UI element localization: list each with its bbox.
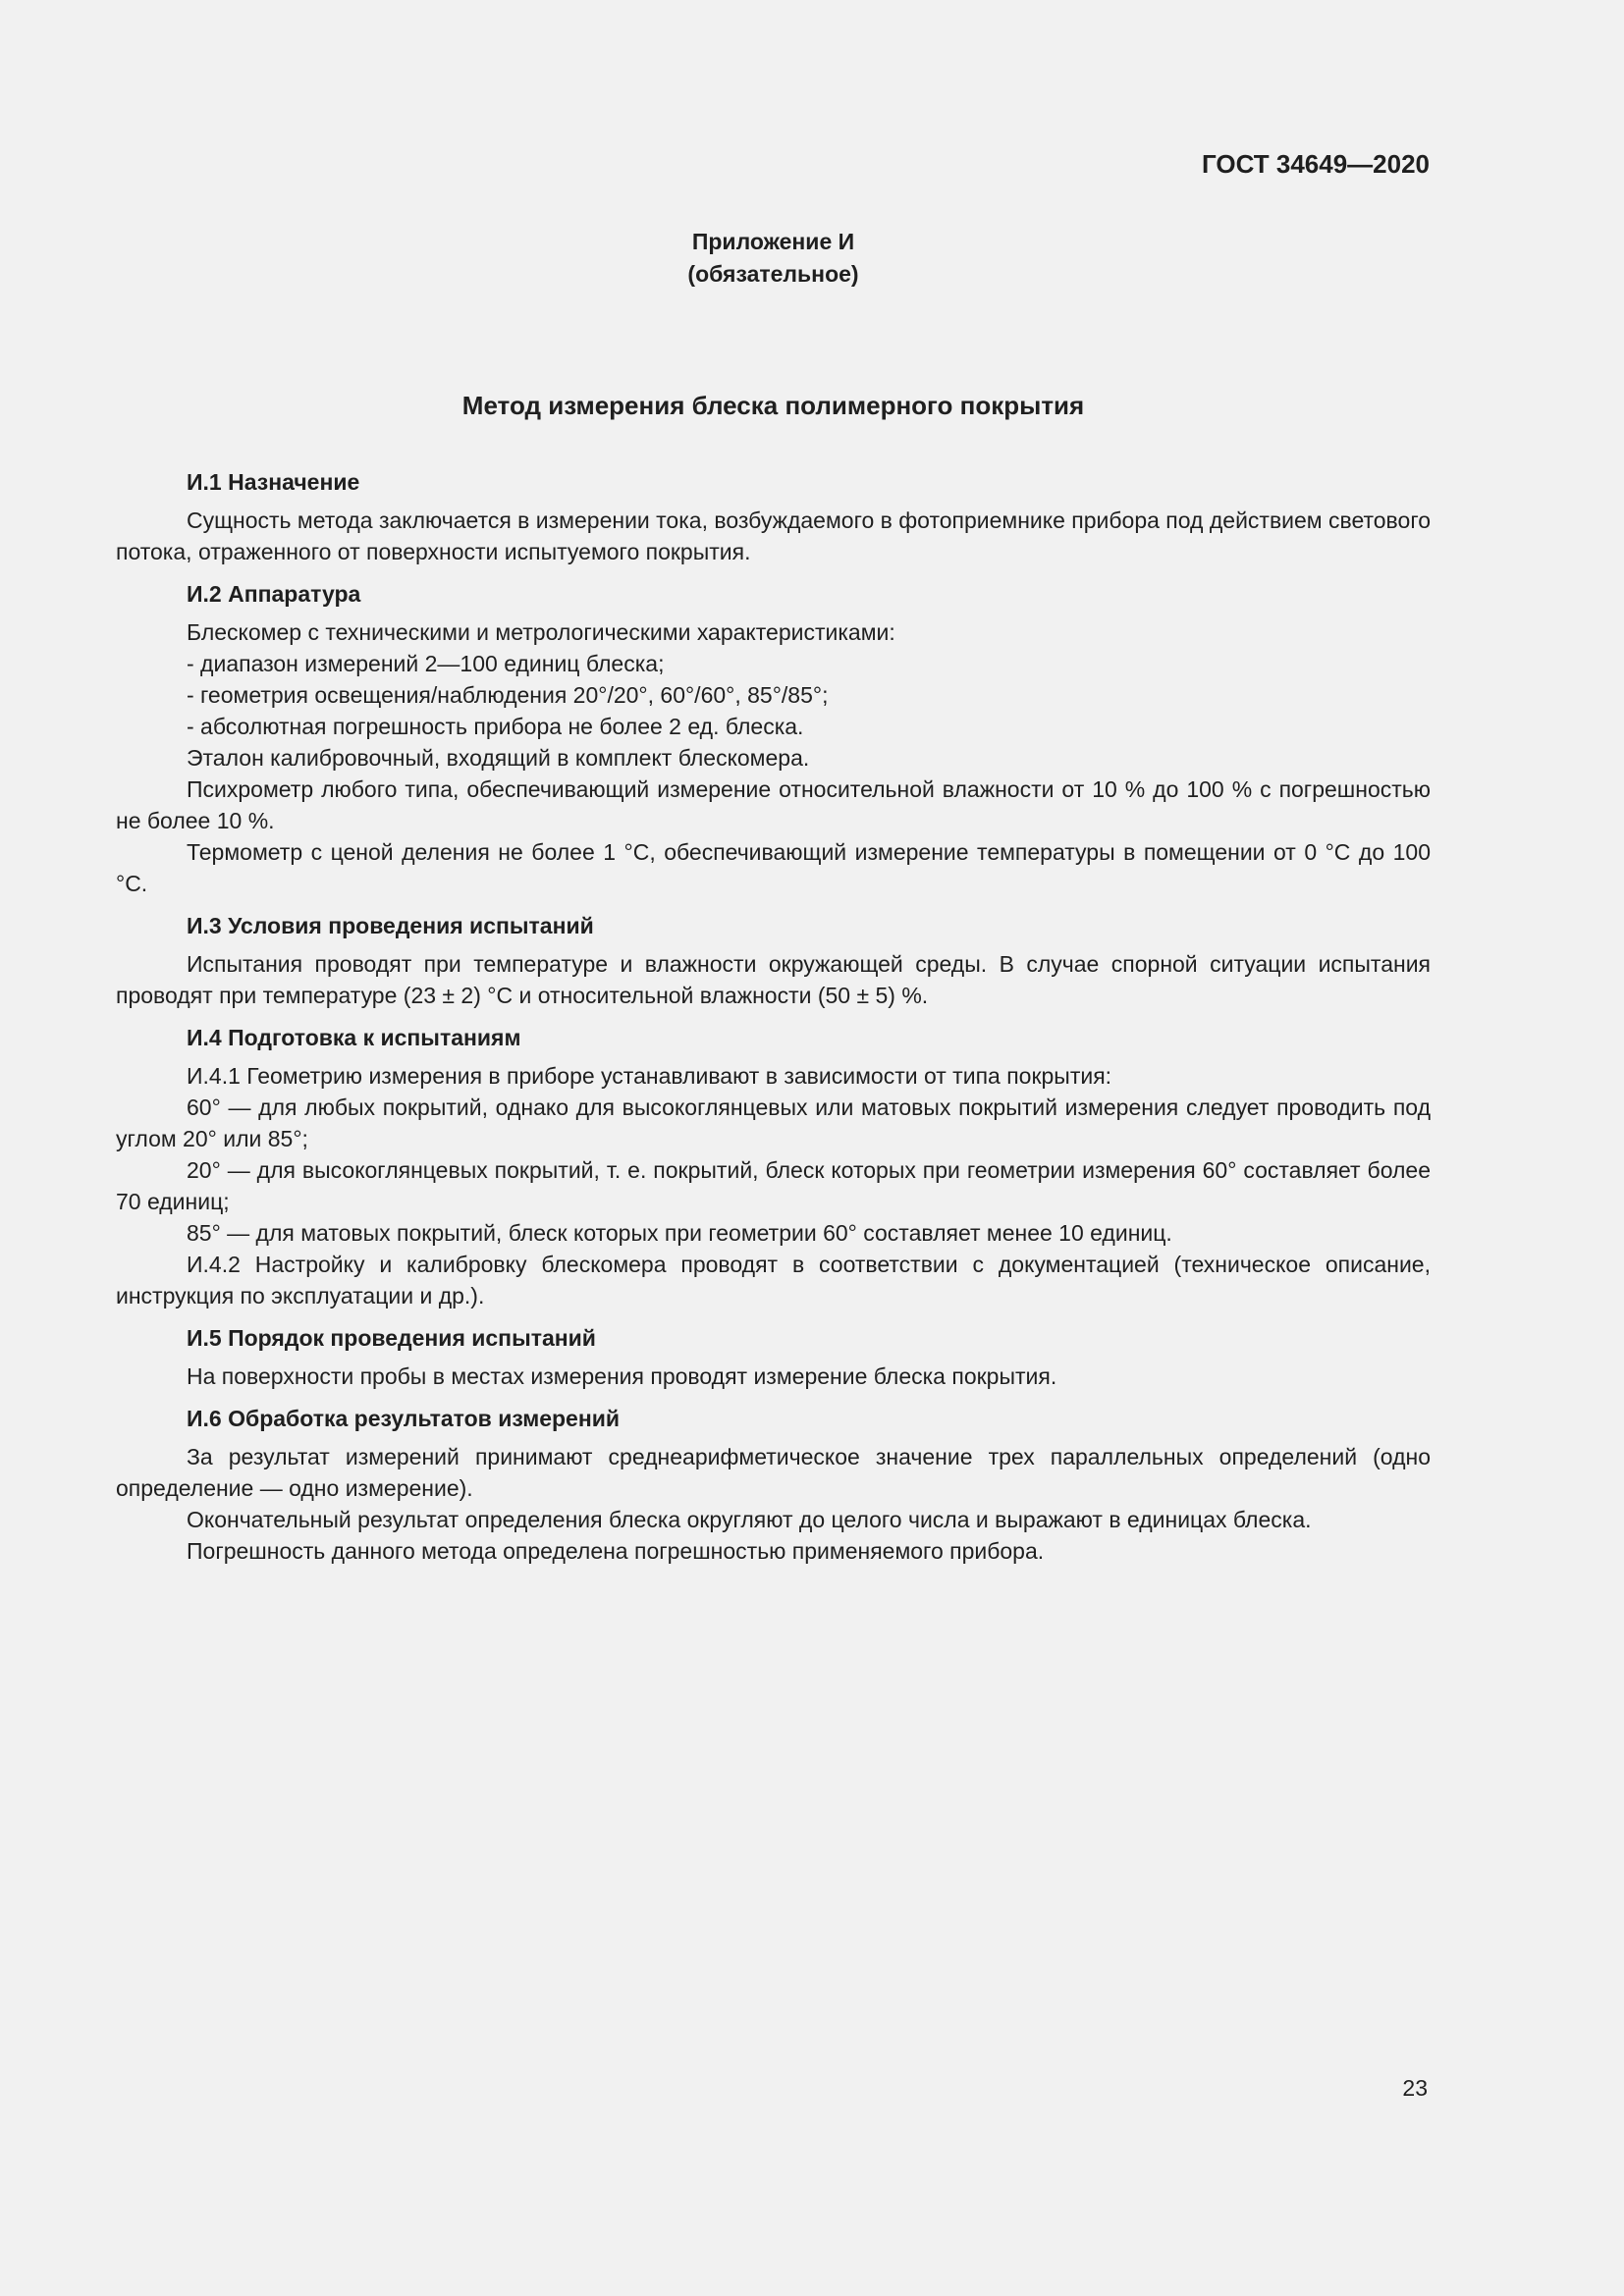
appendix-status: (обязательное) (687, 261, 859, 287)
paragraph: За результат измерений принимают среднеарифметическое значение трех параллельных определений (одно определение — одно измерение). (116, 1444, 1431, 1501)
paragraph: Термометр с ценой деления не более 1 °С, обеспечивающий измерение температуры в помещении от 0 °С до 100 °С. (116, 839, 1431, 896)
section-title: И.1 Назначение (187, 469, 360, 495)
section-title: И.6 Обработка результатов измерений (187, 1406, 621, 1431)
section-title: И.5 Порядок проведения испытаний (187, 1325, 596, 1351)
paragraph: Сущность метода заключается в измерении тока, возбуждаемого в фотоприемнике прибора под действием светового потока, отраженного от поверхности испытуемого покрытия. (116, 507, 1431, 564)
appendix-label: Приложение И (691, 229, 855, 254)
list-item: - диапазон измерений 2—100 единиц блеска; (187, 651, 665, 676)
paragraph: Погрешность данного метода определена погрешностью применяемого прибора. (187, 1538, 1045, 1564)
paragraph: И.4.1 Геометрию измерения в приборе устанавливают в зависимости от типа покрытия: (187, 1063, 1112, 1089)
paragraph: Окончательный результат определения блеска округляют до целого числа и выражают в единицах блеска. (187, 1507, 1312, 1532)
section-title: И.3 Условия проведения испытаний (187, 913, 594, 938)
paragraph: На поверхности пробы в местах измерения проводят измерение блеска покрытия. (187, 1363, 1057, 1389)
paragraph: 85° — для матовых покрытий, блеск которых при геометрии 60° составляет менее 10 единиц. (187, 1220, 1172, 1246)
paragraph: Испытания проводят при температуре и влажности окружающей среды. В случае спорной ситуации испытания проводят при температуре (23 ± 2) °С и относительной влажности (50 ± 5) %. (116, 951, 1431, 1008)
section-title: И.4 Подготовка к испытаниям (187, 1025, 521, 1050)
paragraph: Эталон калибровочный, входящий в комплект блескомера. (187, 745, 810, 771)
paragraph: Психрометр любого типа, обеспечивающий измерение относительной влажности от 10 % до 100 % с погрешностью не более 10 %. (116, 776, 1431, 833)
paragraph: Блескомер с техническими и метрологическими характеристиками: (187, 619, 895, 645)
document-body (116, 465, 1431, 1567)
section-title: И.2 Аппаратура (187, 581, 361, 607)
paragraph: И.4.2 Настройку и калибровку блескомера проводят в соответствии с документацией (техническое описание, инструкция по эксплуатации и др.). (116, 1252, 1431, 1308)
page-number: 23 (1402, 2075, 1428, 2101)
document-code: ГОСТ 34649—2020 (1202, 149, 1430, 179)
paragraph: 20° — для высокоглянцевых покрытий, т. е. покрытий, блеск которых при геометрии измерения 60° составляет более 70 единиц; (116, 1157, 1431, 1214)
appendix-title: Метод измерения блеска полимерного покрытия (461, 391, 1085, 420)
list-item: - геометрия освещения/наблюдения 20°/20°, 60°/60°, 85°/85°; (187, 682, 829, 708)
paragraph: 60° — для любых покрытий, однако для высокоглянцевых или матовых покрытий измерения следует проводить под углом 20° или 85°; (116, 1095, 1431, 1151)
list-item: - абсолютная погрешность прибора не более 2 ед. блеска. (187, 714, 804, 739)
